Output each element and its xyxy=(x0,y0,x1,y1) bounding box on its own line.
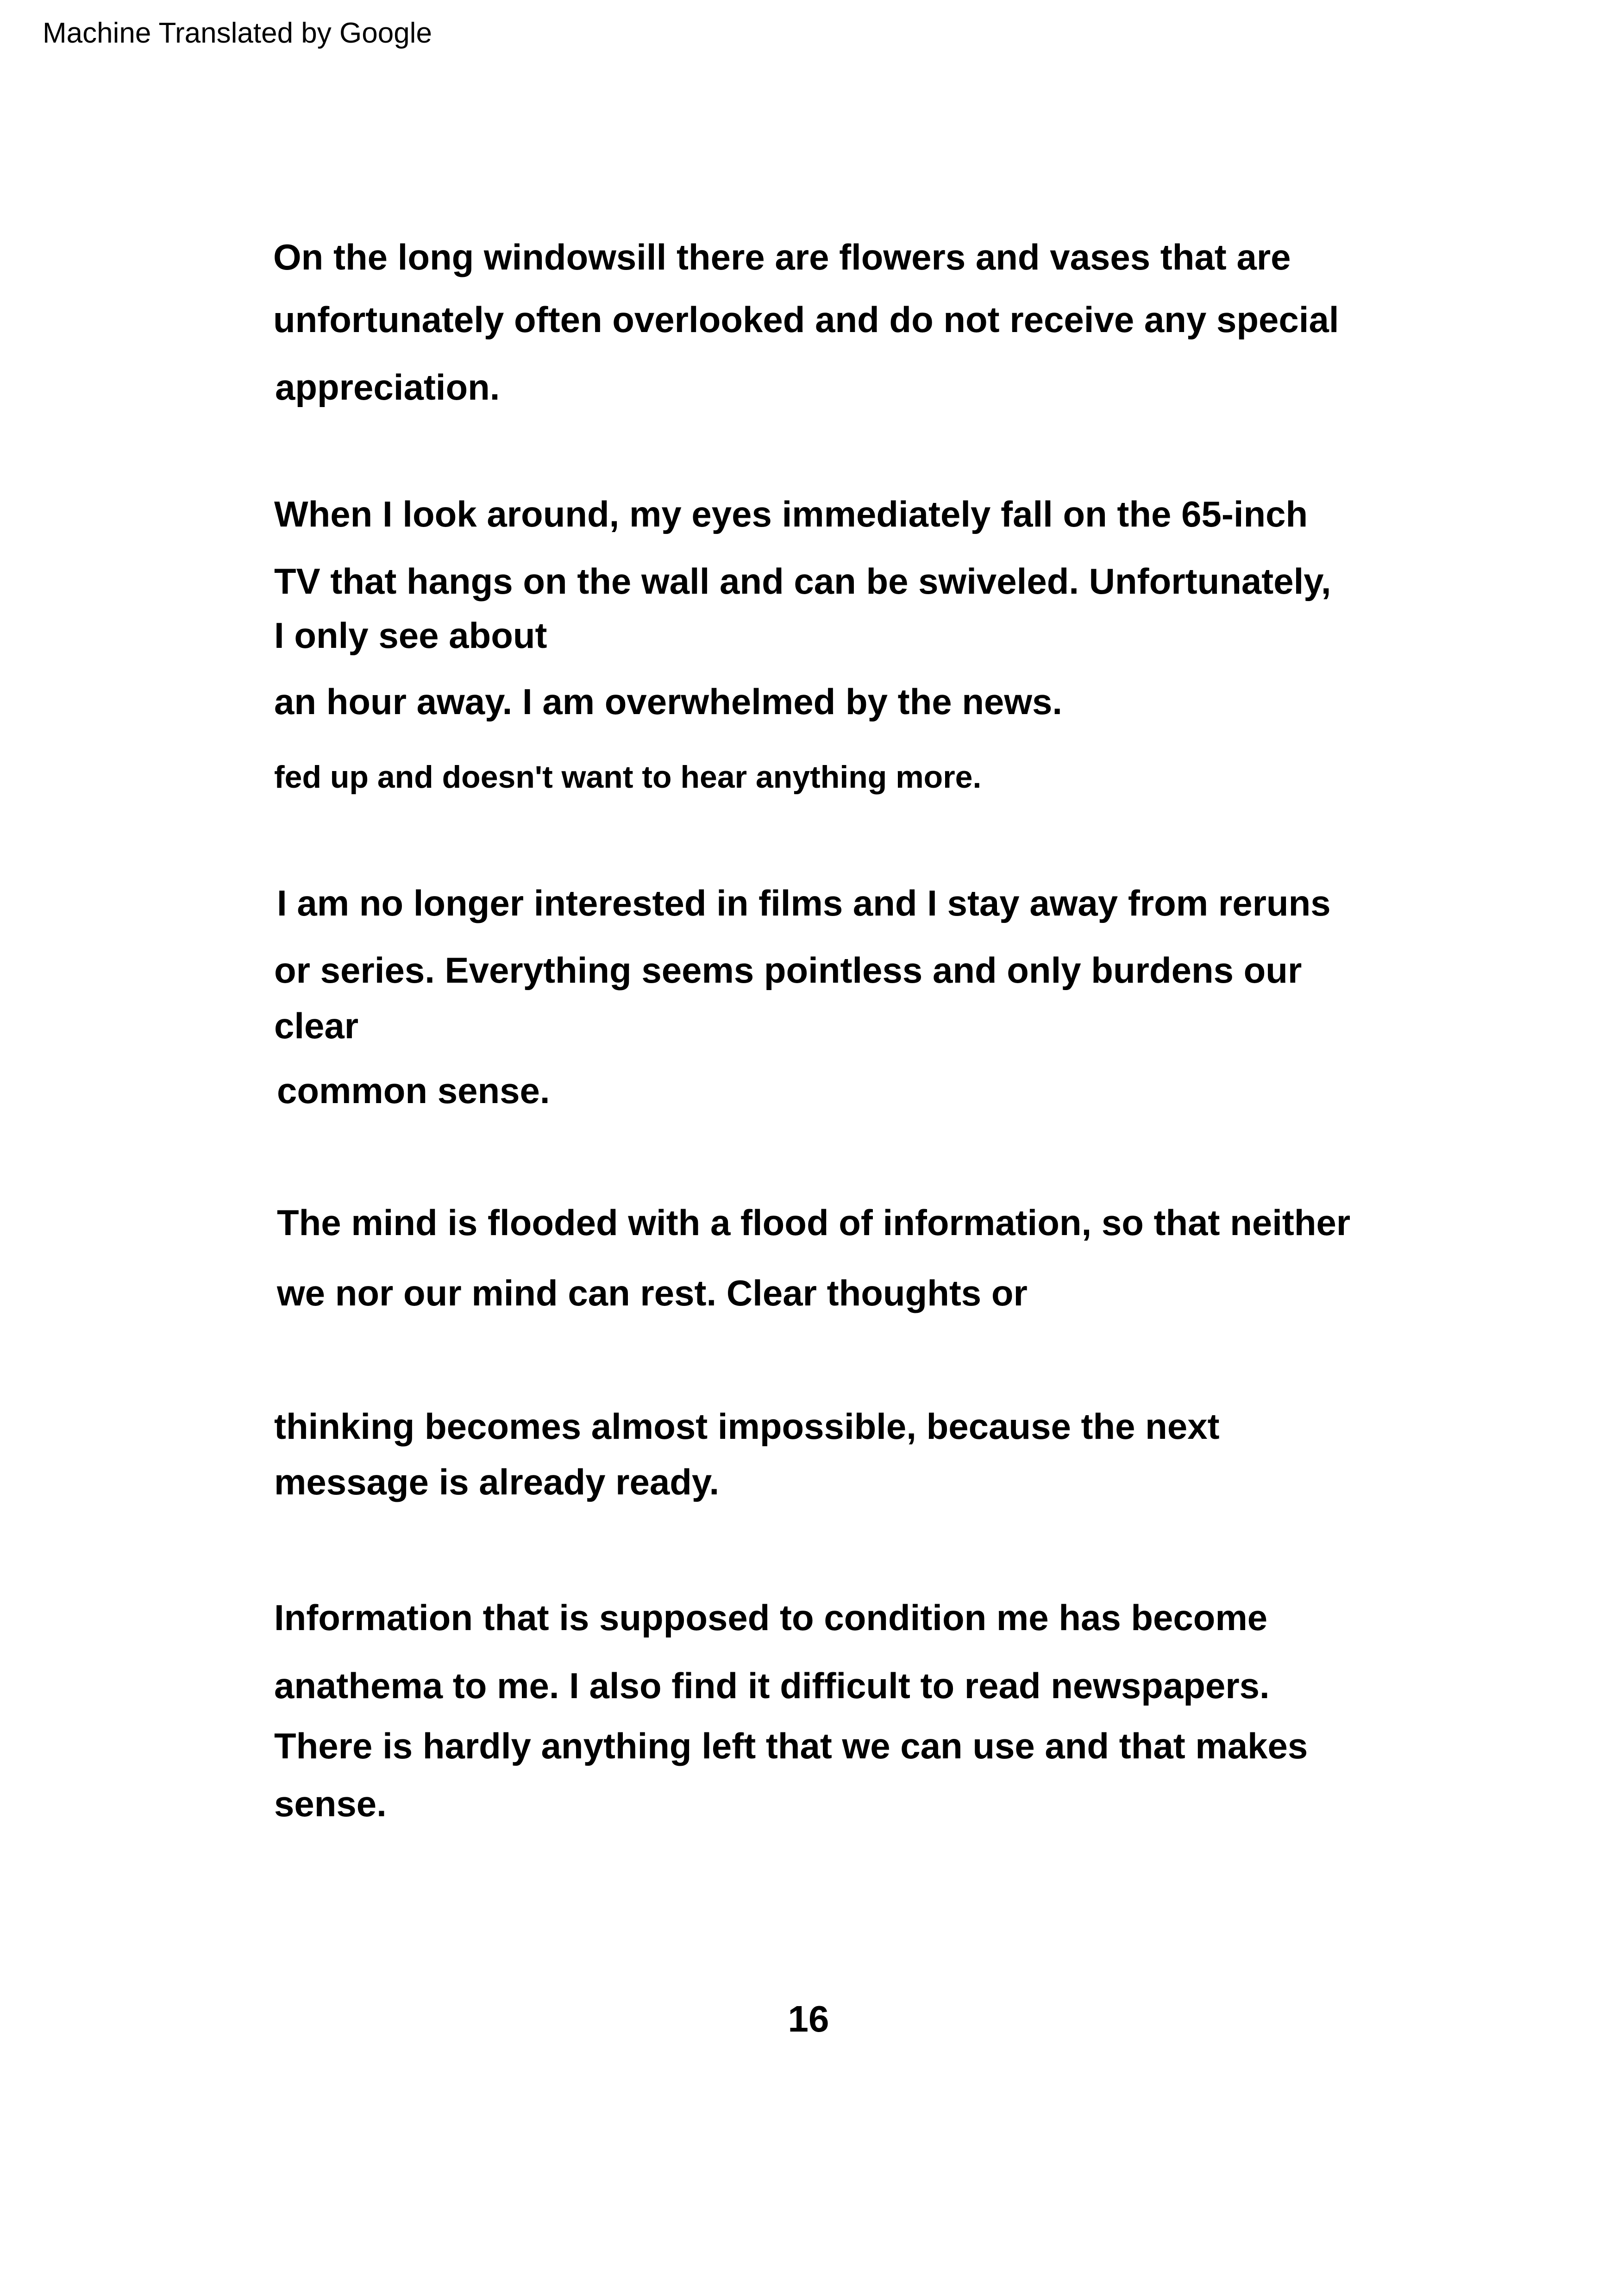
text-line: an hour away. I am overwhelmed by the news. xyxy=(274,681,1063,722)
text-line: message is already ready. xyxy=(274,1462,720,1502)
text-line: we nor our mind can rest. Clear thoughts or xyxy=(277,1273,1028,1313)
machine-translation-note: Machine Translated by Google xyxy=(43,17,432,49)
text-line: TV that hangs on the wall and can be swiveled. Unfortunately, xyxy=(274,561,1331,602)
text-line: unfortunately often overlooked and do not receive any special xyxy=(273,299,1339,340)
page-number: 16 xyxy=(788,1998,829,2039)
text-line: On the long windowsill there are flowers and vases that are xyxy=(273,237,1291,277)
text-line: Information that is supposed to condition me has become xyxy=(274,1597,1268,1638)
text-line: clear xyxy=(274,1005,359,1046)
text-line: fed up and doesn't want to hear anything more. xyxy=(274,759,982,795)
text-line: I am no longer interested in films and I stay away from reruns xyxy=(277,883,1331,923)
text-line: or series. Everything seems pointless and only burdens our xyxy=(274,950,1302,991)
text-line: I only see about xyxy=(274,615,547,656)
text-line: There is hardly anything left that we can use and that makes xyxy=(274,1725,1308,1766)
text-line: thinking becomes almost impossible, because the next xyxy=(274,1406,1220,1447)
text-line: anathema to me. I also find it difficult to read newspapers. xyxy=(274,1665,1270,1706)
text-line: common sense. xyxy=(277,1070,550,1111)
text-line: appreciation. xyxy=(275,367,500,408)
text-line: The mind is flooded with a flood of information, so that neither xyxy=(277,1202,1351,1243)
text-line: When I look around, my eyes immediately fall on the 65-inch xyxy=(274,494,1308,534)
text-line: sense. xyxy=(274,1783,387,1824)
